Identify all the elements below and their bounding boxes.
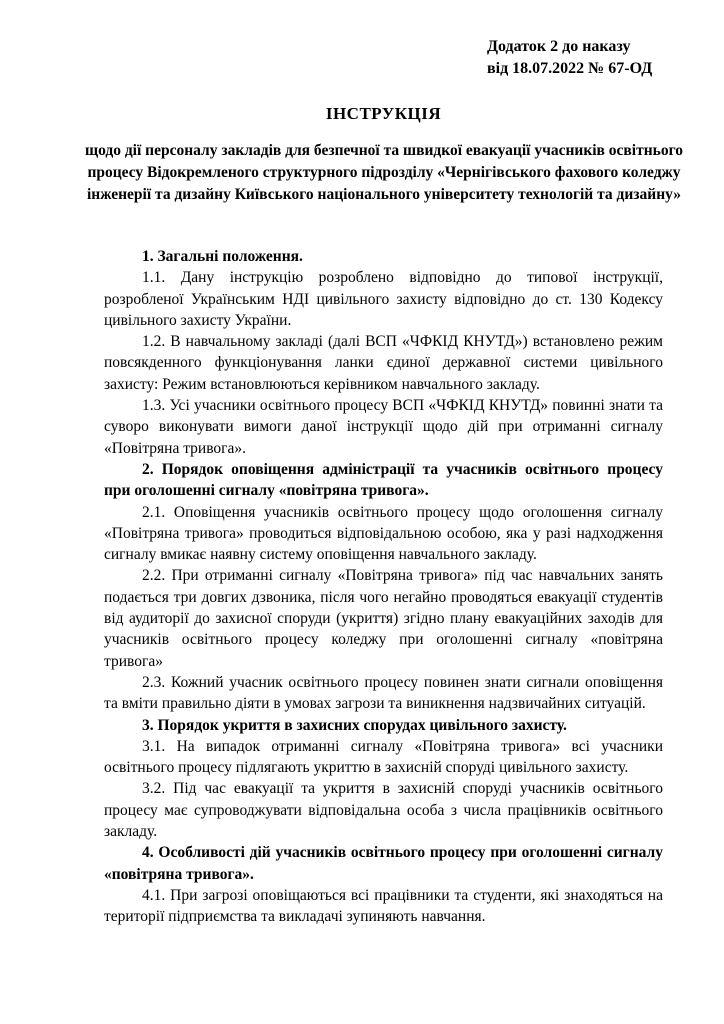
paragraph-8: 2.3. Кожний учасник освітнього процесу повинен знати сигнали оповіщення та вміти правильно діяти в умовах загрози та виникнення надзвичайних ситуацій. bbox=[104, 673, 663, 713]
paragraph-10: 3.1. На випадок отриманні сигналу «Повітряна тривога» всі учасники освітнього процесу підлягають укриттю в захисній споруді цивільного захисту. bbox=[104, 737, 663, 777]
annex-line-2: від 18.07.2022 № 67-ОД bbox=[487, 60, 653, 77]
paragraph-9: 3. Порядок укриття в захисних спорудах цивільного захисту. bbox=[142, 716, 567, 734]
annex-line-1: Додаток 2 до наказу bbox=[487, 38, 631, 55]
paragraph-3: 1.2. В навчальному закладі (далі ВСП «ЧФКІД КНУТД») встановлено режим повсякденного функціонування ланки єдиної державної системи цивільного захисту: Режим встановлюються керівником навчального закладу. bbox=[104, 333, 663, 393]
paragraph-5: 2. Порядок оповіщення адміністрації та учасників освітнього процесу при оголошенні сигналу «повітряна тривога». bbox=[104, 460, 663, 500]
annex-block bbox=[487, 36, 652, 80]
paragraph-2: 1.1. Дану інструкцію розроблено відповідно до типової інструкції, розробленої Українським НДІ цивільного захисту відповідно до ст. 130 Кодексу цивільного захисту України. bbox=[104, 269, 663, 329]
paragraph-6: 2.1. Оповіщення учасників освітнього процесу щодо оголошення сигналу «Повітряна тривога» проводиться відповідальною особою, яка у разі надходження сигналу вмикає наявну систему оповіщення навчального закладу. bbox=[104, 503, 663, 564]
document-subtitle: щодо дії персоналу закладів для безпечної та швидкої евакуації учасників освітнього процесу Відокремленого структурного підрозділу «Чернігівського фахового коледжу інженерії та дизайну Київського національного університету технологій та дизайну» bbox=[84, 142, 683, 203]
document-title: ІНСТРУКЦІЯ bbox=[325, 104, 442, 123]
paragraph-4: 1.3. Усі учасники освітнього процесу ВСП «ЧФКІД КНУТД» повинні знати та суворо виконувати вимоги даної інструкції щодо дій при отриманні сигналу «Повітряна тривога». bbox=[104, 397, 663, 457]
document-body bbox=[104, 246, 663, 928]
paragraph-13: 4.1. При загрозі оповіщаються всі працівники та студенти, які знаходяться на території підприємства та викладачі зупиняють навчання. bbox=[104, 886, 663, 926]
paragraph-12: 4. Особливості дій учасників освітнього процесу при оголошенні сигналу «повітряна тривога». bbox=[104, 844, 663, 883]
paragraph-7: 2.2. При отриманні сигналу «Повітряна тривога» під час навчальних занять подається три довгих дзвоника, після чого негайно проводяться евакуації студентів від аудиторії до захисної споруди (укриття) згідно плану евакуаційних заходів для учасників освітнього процесу коледжу при оголошенні сигналу «повітряна тривога» bbox=[104, 567, 663, 670]
paragraph-11: 3.2. Під час евакуації та укриття в захисній споруді учасників освітнього процесу має супроводжувати відповідальна особа з числа працівників освітнього закладу. bbox=[104, 780, 663, 841]
paragraph-1: 1. Загальні положення. bbox=[142, 248, 303, 265]
